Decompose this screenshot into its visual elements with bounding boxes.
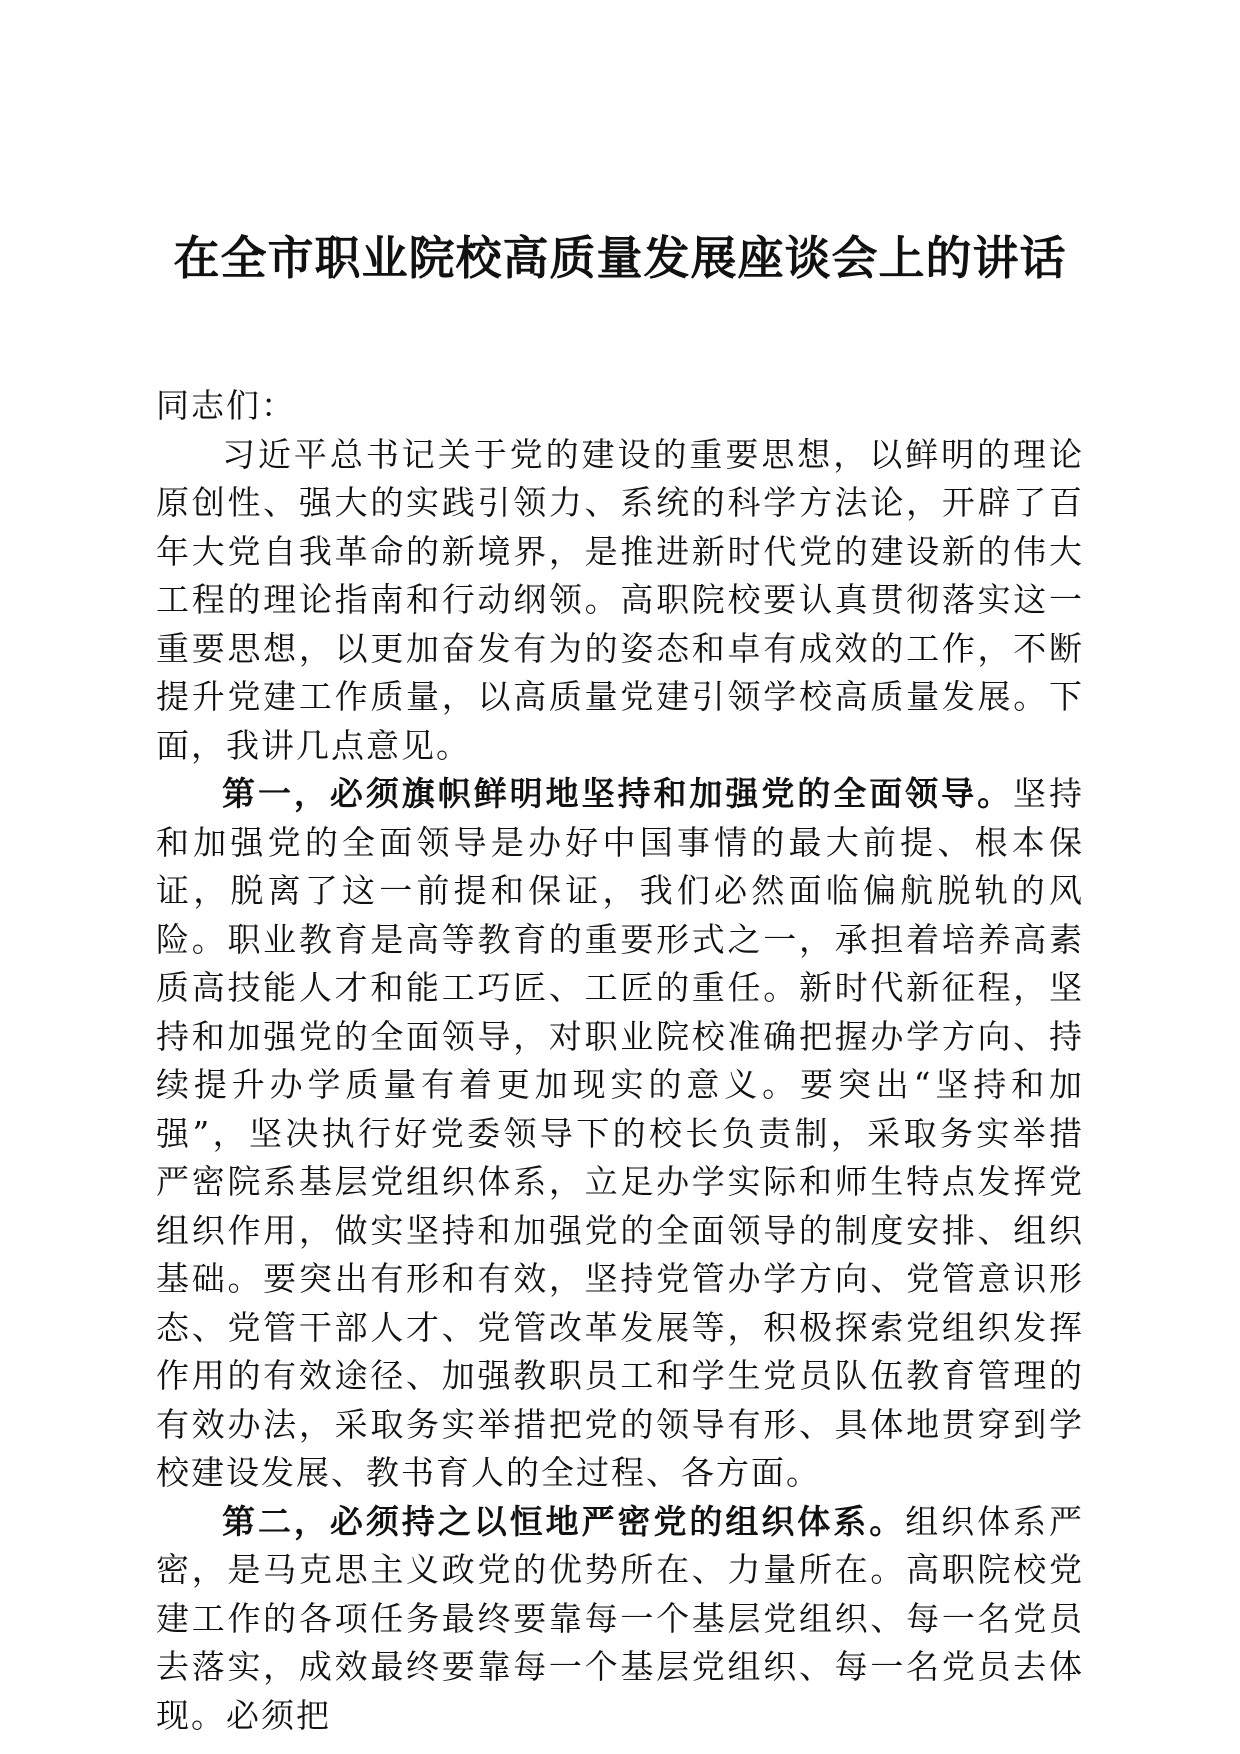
section-paragraph-1 (156, 770, 1084, 1498)
intro-paragraph: 习近平总书记关于党的建设的重要思想，以鲜明的理论原创性、强大的实践引领力、系统的科学方法论，开辟了百年大党自我革命的新境界，是推进新时代党的建设新的伟大工程的理论指南和行动纲领。高职院校要认真贯彻落实这一重要思想，以更加奋发有为的姿态和卓有成效的工作，不断提升党建工作质量，以高质量党建引领学校高质量发展。下面，我讲几点意见。 (156, 434, 1084, 765)
salutation: 同志们： (156, 386, 296, 425)
document-body (156, 382, 1084, 1740)
section-paragraph-2 (156, 1498, 1084, 1741)
section-lead-1: 第一，必须旗帜鲜明地坚持和加强党的全面领导。 (222, 774, 1014, 813)
section-text-2: 组织体系严密，是马克思主义政党的优势所在、力量所在。高职院校党建工作的各项任务最终要靠每一个基层党组织、每一名党员去落实，成效最终要靠每一个基层党组织、每一名党员去体现。必须把 (156, 1501, 1085, 1735)
document-title: 在全市职业院校高质量发展座谈会上的讲话 (173, 231, 1067, 285)
section-text-1: 坚持和加强党的全面领导是办好中国事情的最大前提、根本保证，脱离了这一前提和保证，我们必然面临偏航脱轨的风险。职业教育是高等教育的重要形式之一，承担着培养高素质高技能人才和能工巧匠、工匠的重任。新时代新征程，坚持和加强党的全面领导，对职业院校准确把握办学方向、持续提升办学质量有着更加现实的意义。要突出“坚持和加强”，坚决执行好党委领导下的校长负责制，采取务实举措严密院系基层党组织体系，立足办学实际和师生特点发挥党组织作用，做实坚持和加强党的全面领导的制度安排、组织基础。要突出有形和有效，坚持党管办学方向、党管意识形态、党管干部人才、党管改革发展等，积极探索党组织发挥作用的有效途径、加强教职员工和学生党员队伍教育管理的有效办法，采取务实举措把党的领导有形、具体地贯穿到学校建设发展、教书育人的全过程、各方面。 (156, 774, 1085, 1492)
section-lead-2: 第二，必须持之以恒地严密党的组织体系。 (222, 1501, 906, 1541)
